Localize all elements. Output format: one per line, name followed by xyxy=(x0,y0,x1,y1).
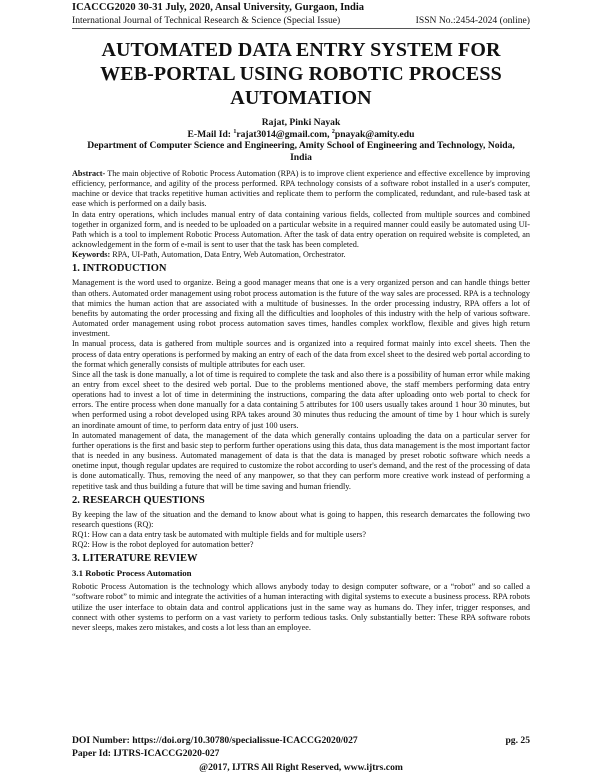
email-label: E-Mail Id: xyxy=(187,128,234,140)
author-department: Department of Computer Science and Engineering, Amity School of Engineering and Technology, Noida, xyxy=(87,140,515,151)
email-2: pnayak@amity.edu xyxy=(334,128,415,140)
issn: ISSN No.:2454-2024 (online) xyxy=(415,15,530,26)
intro-paragraph-1: Management is the word used to organize. Being a good manager means that one is a very organized person and can handle things better than others. Automated order management using robot process automation is the future of the way sales are processed. RPA is a technology that mimics the human action that are associated with a multitude of businesses. In the order processing industry, RPA offers a lot of benefits by automating the order processing and fixing all the difficulties and loopholes of this industry with the help of various software. Automated order management using robot process automation saves times, handles complex workflow, flexible and gives high return investment. xyxy=(72,278,530,339)
author-country: India xyxy=(290,151,312,163)
subsection-heading-rpa: 3.1 Robotic Process Automation xyxy=(72,568,192,579)
keywords-label: Keywords: xyxy=(72,250,111,260)
section-heading-research-questions: 2. RESEARCH QUESTIONS xyxy=(72,494,205,506)
intro-paragraph-2: In manual process, data is gathered from multiple sources and is organized into a required format mainly into excel sheets. Then the process of data entry operations is performed by making an entry of each of the data from excel sheet to the desired web portal according to the format which generally consists of multiple attributes for each user. xyxy=(72,339,530,369)
title-line-2: WEB-PORTAL USING ROBOTIC PROCESS xyxy=(100,63,502,85)
email-1: rajat3014@gmail.com, xyxy=(236,128,332,140)
section-heading-literature-review: 3. LITERATURE REVIEW xyxy=(72,553,198,565)
journal-header xyxy=(72,15,530,26)
paper-body xyxy=(72,169,530,633)
doi-link[interactable]: DOI Number: https://doi.org/10.30780/specialissue-ICACCG2020/027 xyxy=(72,735,358,746)
author-names: Rajat, Pinki Nayak xyxy=(261,117,341,128)
author-block xyxy=(72,117,530,163)
section-heading-introduction: 1. INTRODUCTION xyxy=(72,263,167,275)
copyright: @2017, IJTRS All Right Reserved, www.ijtrs.com xyxy=(199,762,403,773)
abstract-paragraph-1 xyxy=(72,169,530,210)
title-line-1: AUTOMATED DATA ENTRY SYSTEM FOR xyxy=(101,39,501,61)
journal-name: International Journal of Technical Research & Science (Special Issue) xyxy=(72,15,341,26)
intro-paragraph-3: Since all the task is done manually, a lot of time is required to complete the task and also there is a possibility of human error while making an entry from excel sheet to the desired web portal. Due to the problems mentioned above, the staff members performing data entry operations had to invest a lot of time in determining the instructions, comparing the data after uploading onto web portal to check for errors. The entire process when done manually for a data containing 5 attributes for 100 users usually takes around 1 hour 30 minutes, but when performed using a robot developed using RPA takes around 30 minutes thus reducing the amount of time by 1 hour which is surely an inordinate amount of time, to perform data entry of just 100 users. xyxy=(72,369,530,430)
paper-id: Paper Id: IJTRS-ICACCG2020-027 xyxy=(72,748,220,759)
rq-intro: By keeping the law of the situation and the demand to know about what is going to happen, this research demarcates the following two research questions (RQ): xyxy=(72,509,530,529)
title-line-3: AUTOMATION xyxy=(230,87,372,109)
abstract-paragraph-2: In data entry operations, which includes manual entry of data containing various fields, collected from multiple sources and combined together in organized form, and is needed to be uploaded on a particular website in a required manner could easily be automated using UI-Path which is a tool to implement Robotic Process Automation. After the task of data entry operation on required website is completed, an acknowledgement in the form of e-mail is sent to user that the task has been completed. xyxy=(72,209,530,250)
rq-2: RQ2: How is the robot deployed for automation better? xyxy=(72,540,254,550)
paper-title xyxy=(72,38,530,110)
header-divider xyxy=(72,28,530,29)
intro-paragraph-4: In automated management of data, the management of the data which generally contains uploading the data on a particular server for further operations is the first and basic step to perform further operations using this data, thus data management is the most important factor that is needed in any business. Automated management of data is that the data is managed by preset robotic software which needs a onetime input, though regular updates are required to customize the robot according to user's demand, and the rest of the processing of data is done automatically. Thus, removing the need of any manpower, so that they can perform more creative work instead of performing a repetitive task and thus building a future that will be time saving and human friendly. xyxy=(72,430,530,491)
affil-sup-1: 1 xyxy=(233,128,237,135)
keywords-text: RPA, UI-Path, Automation, Data Entry, Web Automation, Orchestrator. xyxy=(110,250,346,260)
author-emails xyxy=(72,129,530,141)
conference-header: ICACCG2020 30-31 July, 2020, Ansal University, Gurgaon, India xyxy=(72,2,365,13)
affil-sup-2: 2 xyxy=(331,128,335,135)
rq-1: RQ1: How can a data entry task be automated with multiple fields and for multiple users? xyxy=(72,530,366,539)
keywords xyxy=(72,250,530,260)
abstract-label: Abstract- xyxy=(72,169,106,178)
literature-paragraph-1: Robotic Process Automation is the technology which allows anybody today to design computer software, or a “robot” and so called a “software robot” to mimic and integrate the activities of a human interacting with digital systems to execute a business process. RPA robots utilize the user interface to obtain data and control applications just in the same way as humans do. They infer, trigger responses, and connect with other systems to perform on a vast variety to perform tedious tasks. Only substantially better: These RPA software robots never sleeps, makes zero mistakes, and costs a lot less than an employee. xyxy=(72,582,530,632)
footer-doi-line xyxy=(72,735,530,746)
abstract-text-1: The main objective of Robotic Process Automation (RPA) is to improve client experience and effective excellence by improving efficiency, performance, and agility of the process performed. RPA technology consists of a software robot installed in a user's computer, machine or device that tracks repetitive human activities and replicate them to perform the complicated, redundant, and rule-based task at ease which is performed on a daily basis. xyxy=(72,169,530,209)
page-number: pg. 25 xyxy=(505,735,530,746)
